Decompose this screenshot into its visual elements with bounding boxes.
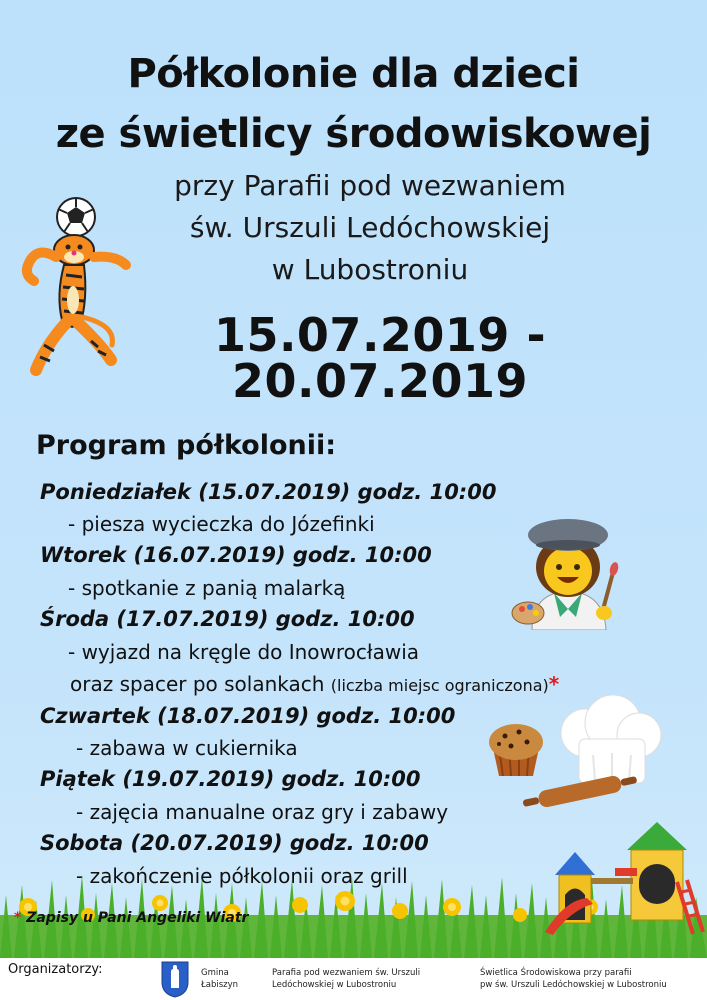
day-activity-wednesday: - wyjazd na kręgle do Inowrocławia	[68, 640, 420, 664]
day-heading-saturday: Sobota (20.07.2019) godz. 10:00	[40, 831, 429, 855]
day-heading-thursday: Czwartek (18.07.2019) godz. 10:00	[40, 704, 456, 728]
day-activity-friday: - zajęcia manualne oraz gry i zabawy	[76, 800, 449, 824]
subtitle-line2: św. Urszuli Ledóchowskiej	[189, 211, 551, 244]
poster-title-line2: ze świetlicy środowiskowej	[55, 111, 652, 157]
subtitle-line1: przy Parafii pod wezwaniem	[174, 169, 566, 202]
day-activity-monday: - piesza wycieczka do Józefinki	[68, 512, 375, 536]
program-title: Program półkolonii:	[36, 430, 337, 461]
day-activity-saturday: - zakończenie półkolonii oraz grill	[76, 864, 408, 888]
event-dates: 15.07.2019 - 20.07.2019	[213, 308, 547, 408]
playground-icon	[545, 820, 707, 935]
rolling-pin-icon	[520, 772, 640, 812]
limited-places-note: (liczba miejsc ograniczona)	[330, 676, 549, 695]
day-heading-monday: Poniedziałek (15.07.2019) godz. 10:00	[40, 480, 497, 504]
coat-of-arms-icon	[160, 960, 190, 998]
organizer-community-center	[480, 967, 667, 991]
activity-text: oraz spacer po solankach	[70, 672, 325, 696]
signup-info	[14, 910, 248, 926]
organizers-label: Organizatorzy:	[8, 962, 103, 977]
note-asterisk: *	[548, 672, 560, 696]
organizer-parish-line2: Ledóchowskiej w Lubostroniu	[272, 980, 397, 990]
day-activity-wednesday-2	[70, 672, 559, 696]
poster-title-line1: Półkolonie dla dzieci	[127, 51, 580, 97]
organizer-community-center-line1: Świetlica Środowiskowa przy parafii	[480, 968, 632, 978]
organizer-gmina-line2: Łabiszyn	[201, 980, 239, 990]
organizers-footer	[0, 958, 707, 1000]
organizer-gmina-line1: Gmina	[201, 968, 229, 978]
organizer-community-center-line2: pw św. Urszuli Ledóchowskiej w Lubostroniu	[480, 980, 667, 990]
organizer-gmina	[201, 967, 238, 991]
muffin-icon	[485, 718, 547, 778]
organizer-parish	[272, 967, 420, 991]
day-heading-wednesday: Środa (17.07.2019) godz. 10:00	[40, 607, 415, 631]
day-activity-tuesday: - spotkanie z panią malarką	[68, 576, 346, 600]
organizer-parish-line1: Parafia pod wezwaniem św. Urszuli	[272, 968, 421, 978]
subtitle-line3: w Lubostroniu	[271, 253, 469, 286]
painter-icon	[510, 505, 630, 630]
day-heading-friday: Piątek (19.07.2019) godz. 10:00	[40, 767, 421, 791]
signup-asterisk: *	[14, 910, 22, 926]
signup-text: Zapisy u Pani Angeliki Wiatr	[26, 910, 249, 926]
day-activity-thursday: - zabawa w cukiernika	[76, 736, 298, 760]
day-heading-tuesday: Wtorek (16.07.2019) godz. 10:00	[40, 543, 432, 567]
